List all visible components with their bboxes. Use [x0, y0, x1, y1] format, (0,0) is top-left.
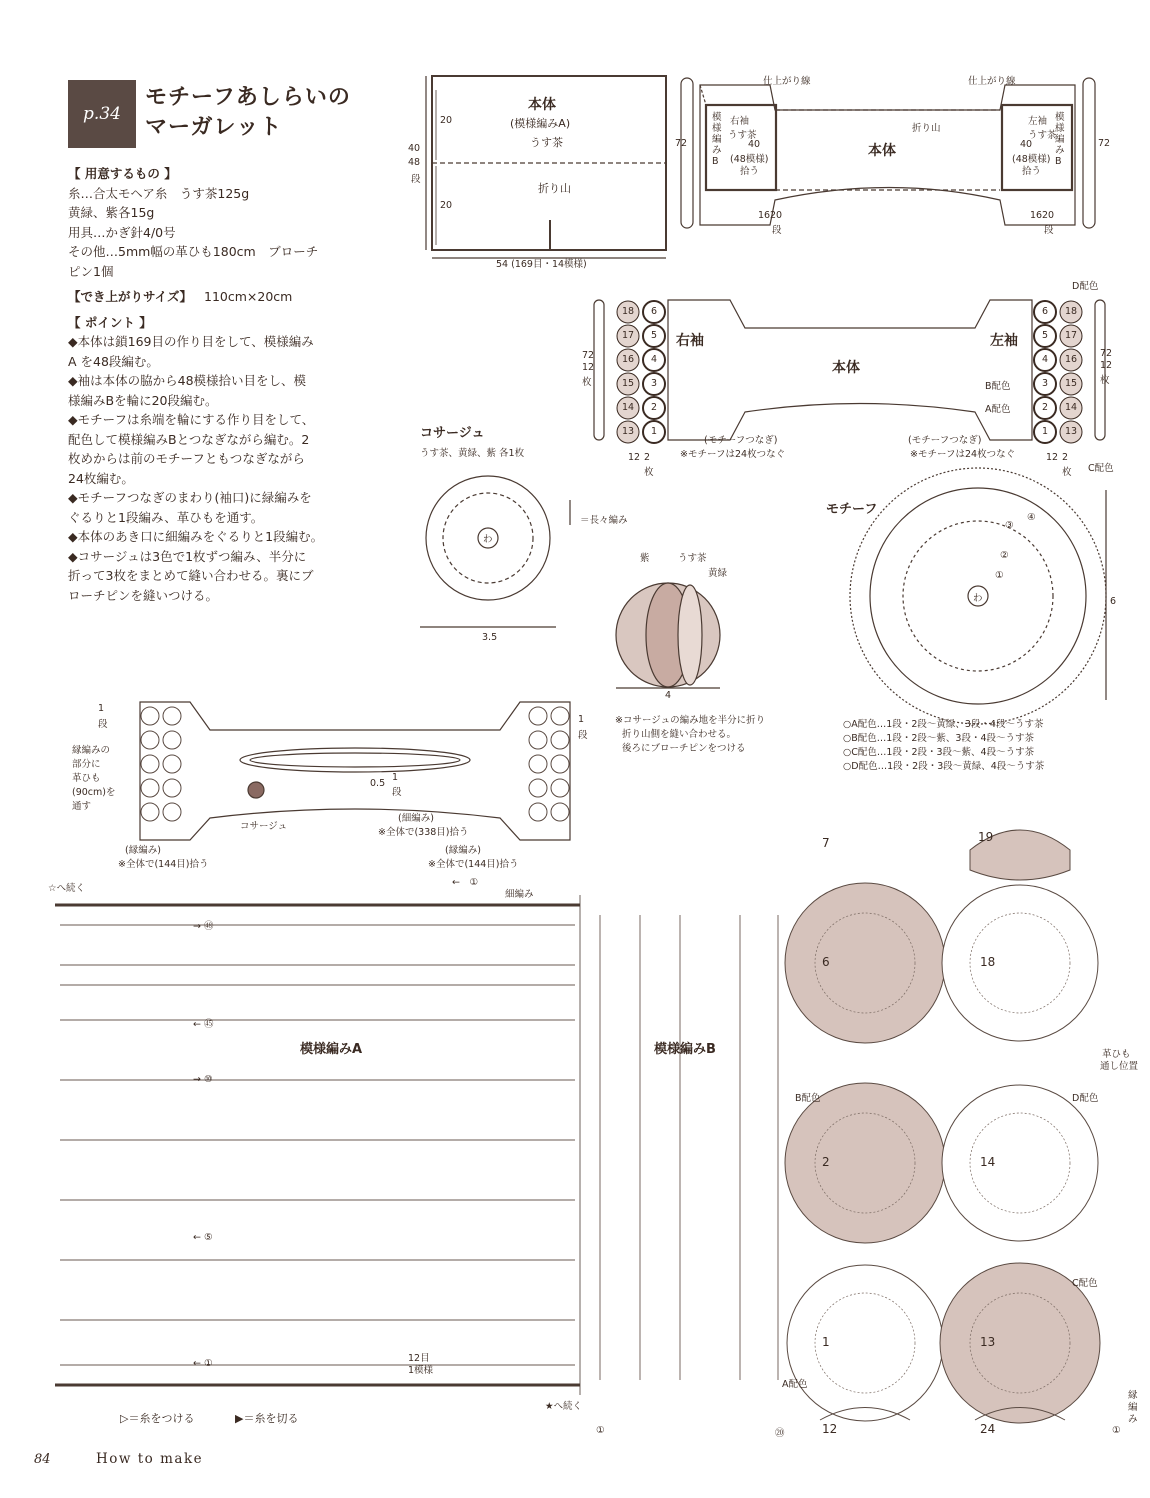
chart-motif-num: 14	[980, 1155, 996, 1169]
sleeve-color-l: うす茶	[728, 130, 757, 141]
corsage-purple: 紫	[640, 553, 650, 564]
chart-sc: 細編み	[505, 889, 534, 900]
body-total-rows-unit: 段	[411, 174, 421, 185]
assembled-body: 本体	[868, 143, 896, 159]
body-h-top: 20	[440, 115, 453, 126]
layout-hr2: 12	[1100, 360, 1113, 371]
sleeve-count-r: 40	[1020, 139, 1033, 150]
motif-legend: ○D配色…1段・2段・3段〜黄緑、4段〜うす茶	[843, 761, 1045, 772]
assembled-height-r: 72	[1098, 138, 1111, 149]
layout-note-l: (モチーフつなぎ)	[704, 435, 778, 446]
point-line: A を48段編む。	[68, 353, 159, 369]
layout-num: 17	[622, 330, 635, 341]
chart-edge-marker: ①	[1112, 1425, 1121, 1436]
chart-col-24: 24	[980, 1422, 996, 1436]
other-line-2: ピン1個	[68, 263, 114, 279]
point-line: ◆本体のあき口に細編みをぐるりと1段編む。	[68, 529, 324, 544]
chart-leather: 革ひも	[1102, 1049, 1131, 1060]
layout-hr3: 枚	[1100, 375, 1110, 386]
layout-num: 13	[622, 426, 635, 437]
finish-edge-note: 部分に	[72, 759, 101, 770]
layout-b-color: B配色	[985, 381, 1011, 392]
chart-legend-attach: ▷＝糸をつける	[120, 1412, 195, 1425]
title-line-1: モチーフあしらいの	[145, 85, 351, 110]
chart-c-color: C配色	[1072, 1278, 1098, 1289]
yarn-line-2: 黄緑、紫各15g	[68, 205, 155, 220]
size-value: 110cm×20cm	[204, 289, 293, 304]
point-line: 様編みBを輪に20段編む。	[68, 392, 218, 408]
layout-note-r2: ※モチーフは24枚つなぐ	[910, 449, 1016, 460]
motif-legend: ○C配色…1段・2段・3段〜紫、4段〜うす茶	[843, 747, 1035, 758]
chart-b-color: B配色	[795, 1093, 821, 1104]
finish-edge-note: 縁編みの	[72, 745, 111, 756]
layout-c-color: C配色	[1088, 463, 1114, 474]
tool-line: 用具…かぎ針4/0号	[68, 224, 176, 240]
corsage-green: 黄緑	[708, 568, 728, 579]
finish-line-left: 仕上がり線	[763, 76, 811, 87]
corsage-width: 3.5	[482, 632, 498, 643]
layout-num: 3	[1042, 378, 1049, 389]
point-line: 折って3枚をまとめて縫い合わせる。裏にブ	[68, 568, 314, 583]
finish-size05b: 1	[392, 772, 399, 783]
assembled-dan: 段	[772, 225, 782, 236]
chart-repeat: 12目	[408, 1353, 430, 1364]
layout-num: 14	[1065, 402, 1078, 413]
layout-num: 16	[1065, 354, 1078, 365]
layout-num: 4	[1042, 354, 1049, 365]
finish-sc-label: (細編み)	[398, 813, 434, 824]
footer-label: How to make	[96, 1451, 204, 1467]
layout-h2: 12	[582, 362, 595, 373]
assembled-dan-b: 段	[1044, 225, 1054, 236]
point-line: ◆本体は鎖169目の作り目をして、模様編み	[68, 334, 314, 349]
layout-wr2: 2	[1062, 452, 1069, 463]
layout-num: 13	[1065, 426, 1078, 437]
chart-col-12: 12	[822, 1422, 838, 1436]
corsage-sub: うす茶、黄緑、紫 各1枚	[420, 448, 525, 459]
body-color: うす茶	[530, 136, 563, 149]
corsage-beige: うす茶	[678, 553, 707, 564]
assembled-right-sleeve: 右袖	[730, 116, 750, 127]
layout-w2: 2	[644, 452, 651, 463]
motif-14	[942, 1085, 1098, 1241]
layout-right-sleeve: 右袖	[676, 333, 704, 349]
layout-num: 6	[1042, 306, 1049, 317]
layout-num: 17	[1065, 330, 1078, 341]
chart-d-color: D配色	[1072, 1093, 1099, 1104]
chart-legend-cut: ▶＝糸を切る	[235, 1412, 299, 1425]
layout-body: 本体	[832, 360, 860, 376]
chart-rows	[60, 925, 575, 1365]
chart-cont-filled-star: ★へ続く	[545, 1401, 583, 1412]
point-line: ◆袖は本体の脇から48模様拾い目をし、模	[68, 373, 307, 388]
layout-num: 3	[651, 378, 658, 389]
layout-left-sleeve: 左袖	[990, 333, 1018, 349]
page-number: 84	[34, 1452, 51, 1467]
motif-center: わ	[973, 593, 983, 604]
assembled-w16: 16	[758, 210, 771, 221]
chart-num-19: 19	[978, 830, 994, 844]
chart-pattern-b: 模様編みB	[654, 1042, 716, 1057]
sleeve-pattern-l: 模様編みB	[712, 112, 722, 167]
materials-heading: 【 用意するもの 】	[68, 166, 177, 181]
pattern-b-columns	[600, 915, 778, 1380]
layout-num: 5	[1042, 330, 1049, 341]
title-line-2: マーガレット	[145, 115, 283, 140]
point-line: 24枚編む。	[68, 470, 134, 486]
layout-num: 16	[622, 354, 635, 365]
assembled-rows20b: 20	[1042, 210, 1055, 221]
finish-row1-r2: 段	[578, 730, 588, 741]
motif-round: ②	[1000, 550, 1009, 561]
motif-round: ③	[1005, 520, 1014, 531]
layout-num: 1	[1042, 426, 1049, 437]
layout-a-color: A配色	[985, 404, 1011, 415]
point-line: ◆モチーフつなぎのまわり(袖口)に緑編みを	[68, 490, 312, 505]
layout-num: 5	[651, 330, 658, 341]
finish-corsage: コサージュ	[240, 821, 288, 832]
motif-round: ④	[1027, 512, 1036, 523]
motif-legend: ○B配色…1段・2段〜紫、3段・4段〜うす茶	[843, 733, 1034, 744]
chart-row-marker: ← ①	[193, 1358, 213, 1369]
chart-motif-num: 2	[822, 1155, 830, 1169]
page-ref-badge: p.34	[68, 80, 136, 148]
layout-w: 12	[628, 452, 641, 463]
sleeve-pattern-r: 模様編みB	[1055, 112, 1065, 167]
finish-size05b2: 段	[392, 787, 402, 798]
assembled-left-sleeve: 左袖	[1028, 116, 1048, 127]
layout-h3: 枚	[582, 377, 592, 388]
chart-motif-num: 13	[980, 1335, 996, 1349]
assembled-w16b: 16	[1030, 210, 1043, 221]
body-pattern: (模様編みA)	[510, 117, 571, 130]
body-total-rows: 48	[408, 157, 421, 168]
layout-num: 15	[622, 378, 635, 389]
point-line: ◆モチーフは糸端を輪にする作り目をして、	[68, 412, 315, 427]
point-line: ローチピンを縫いつける。	[68, 587, 219, 603]
finish-sc-note: ※全体で(338目)拾う	[378, 827, 469, 838]
body-width: 54 (169目・14模様)	[496, 259, 587, 270]
chart-row-marker: → ㊽	[193, 921, 214, 932]
chart-row-marker: → ⑩	[193, 1074, 213, 1085]
finish-edge-l: (縁編み)	[125, 845, 161, 856]
finish-edge-r: (縁編み)	[445, 845, 481, 856]
sleeve-count-l3: 拾う	[740, 166, 760, 177]
assembled-rows20: 20	[770, 210, 783, 221]
layout-h: 72	[582, 350, 595, 361]
sleeve-count-r2: (48模様)	[1012, 154, 1051, 165]
layout-num: 2	[651, 402, 658, 413]
motif-2	[785, 1083, 945, 1243]
body-title: 本体	[528, 97, 556, 113]
layout-note-r: (モチーフつなぎ)	[908, 435, 982, 446]
motif-1	[787, 1265, 943, 1421]
chart-repeat-2: 1模様	[408, 1365, 434, 1376]
points-heading: 【 ポイント 】	[68, 314, 152, 330]
size-heading: 【でき上がりサイズ】	[68, 289, 193, 304]
chart-edge-3: み	[1128, 1414, 1138, 1425]
finish-edge-note: 通す	[72, 801, 92, 812]
chart-row-marker: ← ㊺	[193, 1019, 214, 1030]
chart-b-rows-20: ⑳	[775, 1428, 785, 1439]
chart-motif-num: 18	[980, 955, 996, 969]
body-total-h: 40	[408, 143, 421, 154]
chart-leather-2: 通し位置	[1100, 1061, 1139, 1072]
chart-cont-open-star: ☆へ続く	[48, 883, 86, 894]
motif-size: 6	[1110, 596, 1117, 607]
layout-num: 14	[622, 402, 635, 413]
layout-num: 18	[1065, 306, 1078, 317]
finish-row1-l2: 段	[98, 719, 108, 730]
corsage-symbol: ＝長々編み	[580, 515, 628, 526]
chart-edge: 縁	[1128, 1390, 1138, 1401]
layout-num: 2	[1042, 402, 1049, 413]
motif-18	[942, 885, 1098, 1041]
layout-hr: 72	[1100, 348, 1113, 359]
point-line: ぐるりと1段編み、革ひもを通す。	[68, 509, 264, 525]
layout-wr: 12	[1046, 452, 1059, 463]
assembled-height-l: 72	[675, 138, 688, 149]
motif-6	[785, 883, 945, 1043]
corsage-center: わ	[483, 534, 493, 545]
sleeve-count-l: 40	[748, 139, 761, 150]
point-line: 配色して模様編みBとつなぎながら編む。2	[68, 431, 310, 447]
motif-legend: ○A配色…1段・2段〜黄緑、3段・4段〜うす茶	[843, 719, 1044, 730]
finish-edge-note: 革ひも	[72, 773, 101, 784]
finish-edge-note: (90cm)を	[72, 787, 116, 798]
chart-num-7: 7	[822, 836, 830, 850]
sleeve-color-r: うす茶	[1028, 130, 1057, 141]
corsage-note-2: 折り山側を縫い合わせる。	[622, 729, 737, 740]
chart-arrow-top: ← ①	[452, 877, 478, 888]
finish-line-right: 仕上がり線	[968, 76, 1016, 87]
finish-size05: 0.5	[370, 778, 386, 789]
chart-row-marker: ← ⑤	[193, 1232, 213, 1243]
sleeve-count-r3: 拾う	[1022, 166, 1042, 177]
chart-edge-2: 編	[1128, 1402, 1138, 1413]
finish-row1-l: 1	[98, 703, 105, 714]
other-line: その他…5mm幅の革ひも180cm ブローチ	[68, 244, 319, 259]
chart-b-rows-1: ①	[596, 1425, 605, 1436]
layout-num: 4	[651, 354, 658, 365]
finish-edge-r-note: ※全体で(144目)拾う	[428, 859, 519, 870]
layout-d-color: D配色	[1072, 281, 1099, 292]
motif-round: ①	[995, 570, 1004, 581]
chart-motif-num: 1	[822, 1335, 830, 1349]
layout-num: 18	[622, 306, 635, 317]
corsage-note-1: ※コサージュの編み地を半分に折り	[615, 715, 766, 726]
finish-row1-r: 1	[578, 714, 585, 725]
layout-num: 1	[651, 426, 658, 437]
point-line: 枚めからは前のモチーフともつなぎながら	[68, 451, 305, 466]
layout-wr3: 枚	[1062, 467, 1072, 478]
finish-edge-l-note: ※全体で(144目)拾う	[118, 859, 209, 870]
layout-num: 15	[1065, 378, 1078, 389]
point-line: ◆コサージュは3色で1枚ずつ編み、半分に	[68, 548, 307, 564]
yarn-line: 糸…合太モヘア糸 うす茶125g	[68, 185, 250, 201]
layout-w3: 枚	[644, 467, 654, 478]
body-h-bottom: 20	[440, 200, 453, 211]
sleeve-count-l2: (48模様)	[730, 154, 769, 165]
assembled-fold: 折り山	[912, 123, 941, 134]
corsage-title: コサージュ	[420, 426, 485, 441]
chart-motif-num: 6	[822, 955, 830, 969]
corsage-width2: 4	[665, 690, 672, 701]
chart-a-color: A配色	[782, 1379, 808, 1390]
chart-pattern-a: 模様編みA	[300, 1042, 363, 1057]
corsage-note-3: 後ろにブローチピンをつける	[622, 743, 746, 754]
layout-note-l2: ※モチーフは24枚つなぐ	[680, 449, 786, 460]
motif-title: モチーフ	[826, 502, 878, 517]
layout-num: 6	[651, 306, 658, 317]
body-fold: 折り山	[538, 182, 571, 195]
